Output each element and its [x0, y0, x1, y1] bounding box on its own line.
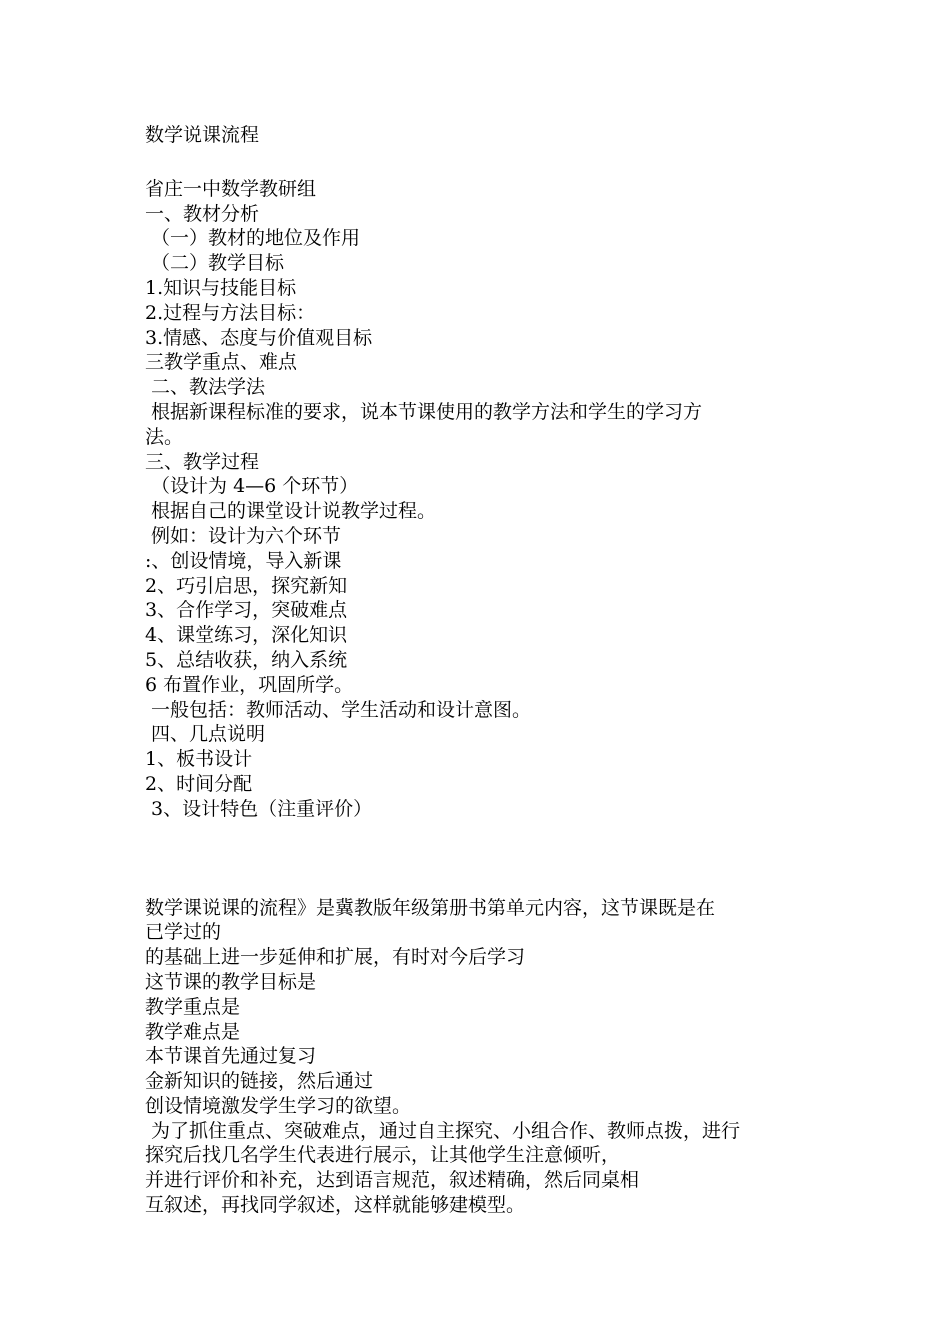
outline-section: [145, 177, 810, 822]
process-line: 互叙述，再找同学叙述，这样就能够建模型。: [145, 1194, 526, 1217]
document-body: [145, 123, 810, 1218]
outline-line: 一、教材分析: [145, 202, 260, 225]
process-line: 数学课说课的流程》是冀教版年级第册书第单元内容，这节课既是在: [145, 896, 716, 919]
outline-line: 1.知识与技能目标: [145, 276, 297, 299]
process-line: 探究后找几名学生代表进行展示，让其他学生注意倾听，: [145, 1144, 621, 1167]
outline-line: （一）教材的地位及作用: [145, 227, 361, 250]
outline-line: 根据自己的课堂设计说教学过程。: [145, 500, 437, 523]
outline-line: 法。: [145, 425, 184, 448]
outline-line: 一般包括：教师活动、学生活动和设计意图。: [145, 698, 532, 721]
process-line: 创设情境激发学生学习的欲望。: [145, 1094, 412, 1117]
outline-line: 根据新课程标准的要求，说本节课使用的教学方法和学生的学习方: [145, 400, 703, 423]
process-line: 金新知识的链接，然后通过: [145, 1070, 374, 1093]
outline-line: 四、几点说明: [145, 723, 266, 746]
process-section: [145, 896, 810, 1218]
process-line: 教学难点是: [145, 1020, 241, 1043]
outline-line: 1、板书设计: [145, 748, 253, 771]
outline-line: 3.情感、态度与价值观目标: [145, 326, 373, 349]
process-line: 的基础上进一步延伸和扩展，有时对今后学习: [145, 946, 526, 969]
document-title: 数学说课流程: [145, 124, 260, 146]
outline-line: 二、教法学法: [145, 376, 266, 399]
outline-line: （设计为 4—6 个环节）: [145, 475, 359, 498]
outline-line: 6 布置作业，巩固所学。: [145, 673, 354, 696]
process-line: 教学重点是: [145, 995, 241, 1018]
process-line: 已学过的: [145, 921, 222, 944]
outline-line: 三教学重点、难点: [145, 351, 298, 374]
outline-line: 例如：设计为六个环节: [145, 524, 342, 547]
outline-line: :、创设情境，导入新课: [145, 549, 342, 572]
process-line: 为了抓住重点、突破难点，通过自主探究、小组合作、教师点拨，进行: [145, 1119, 741, 1142]
outline-line: 5、总结收获，纳入系统: [145, 648, 348, 671]
outline-line: 4、课堂练习，深化知识: [145, 624, 348, 647]
process-line: 这节课的教学目标是: [145, 970, 317, 993]
outline-line: （二）教学目标: [145, 252, 285, 275]
outline-line: 3、设计特色（注重评价）: [145, 797, 373, 820]
section-gap: [145, 822, 810, 896]
outline-line: 省庄一中数学教研组: [145, 177, 317, 200]
outline-line: 3、合作学习，突破难点: [145, 599, 348, 622]
process-line: 本节课首先通过复习: [145, 1045, 317, 1068]
outline-line: 2、巧引启思，探究新知: [145, 574, 348, 597]
process-line: 并进行评价和补充，达到语言规范，叙述精确，然后同桌相: [145, 1169, 640, 1192]
outline-line: 三、教学过程: [145, 450, 260, 473]
outline-line: 2.过程与方法目标：: [145, 301, 316, 324]
outline-line: 2、时间分配: [145, 772, 253, 795]
